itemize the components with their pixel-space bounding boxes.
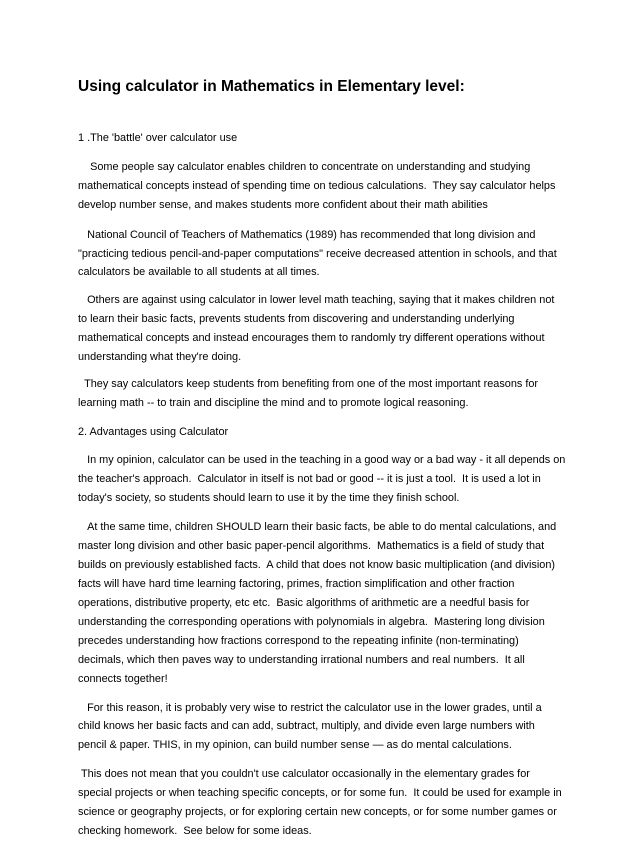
paragraph-they-say: They say calculators keep students from benefiting from one of the most important reasons for learning math -- to train and discipline the mind and to promote logical reasoning. — [78, 377, 542, 409]
document-title: Using calculator in Mathematics in Elementary level: — [78, 78, 465, 95]
paragraph-some-people-say: Some people say calculator enables children to concentrate on understanding and studying mathematical concepts instead of spending time on tedious calculations. They say calculator helps develop number sense, and makes students more confident about their math abilities — [78, 160, 559, 211]
paragraph-this-reason: For this reason, it is probably very wise to restrict the calculator use in the lower grades, until a child knows her basic facts and can add, subtract, multiply, and divide even large numbers with pencil & paper. THIS, in my opinion, can build number sense — as do mental calculations. — [78, 701, 545, 752]
paragraph-same-time: At the same time, children SHOULD learn their basic facts, be able to do mental calculations, and master long division and other basic paper-pencil algorithms. Mathematics is a field of study that builds on previously established facts. A child that does not know basic multiplication (and division) facts will have hard time learning factoring, primes, fraction simplification and other fraction operations, distributive property, etc etc. Basic algorithms of arithmetic are a needful basis for understanding the corresponding operations with polynomials in algebra. Mastering long division precedes understanding how fractions correspond to the repeating infinite (non-terminating) decimals, which then paves way to understanding irrational numbers and real numbers. It all connects together! — [78, 521, 560, 685]
paragraph-my-opinion: In my opinion, calculator can be used in the teaching in a good way or a bad way - it all depends on the teacher's approach. Calculator in itself is not bad or good -- it is just a tool. It is used a lot in today's society, so students should learn to use it by the time they finish school. — [78, 453, 569, 504]
section-heading-advantages: 2. Advantages using Calculator — [78, 425, 229, 438]
paragraph-nctm: National Council of Teachers of Mathematics (1989) has recommended that long division and "practicing tedious pencil-and-paper computations" receive decreased attention in schools, and that calculators be available to all students at all times. — [78, 228, 560, 279]
paragraph-others-against: Others are against using calculator in lower level math teaching, saying that it makes children not to learn their basic facts, prevents students from discovering and understanding underlying mathematical concepts and instead encourages them to randomly try different operations without understanding what they're doing. — [78, 294, 558, 364]
document-body — [78, 129, 569, 841]
section-heading-battle: 1 .The 'battle' over calculator use — [78, 132, 238, 144]
paragraph-does-not-mean: This does not mean that you couldn't use calculator occasionally in the elementary grades for special projects or when teaching specific concepts, or for some fun. It could be used for example in science or geography projects, or for exploring certain new concepts, or for some number games or checking homework. See below for some ideas. — [78, 768, 565, 837]
